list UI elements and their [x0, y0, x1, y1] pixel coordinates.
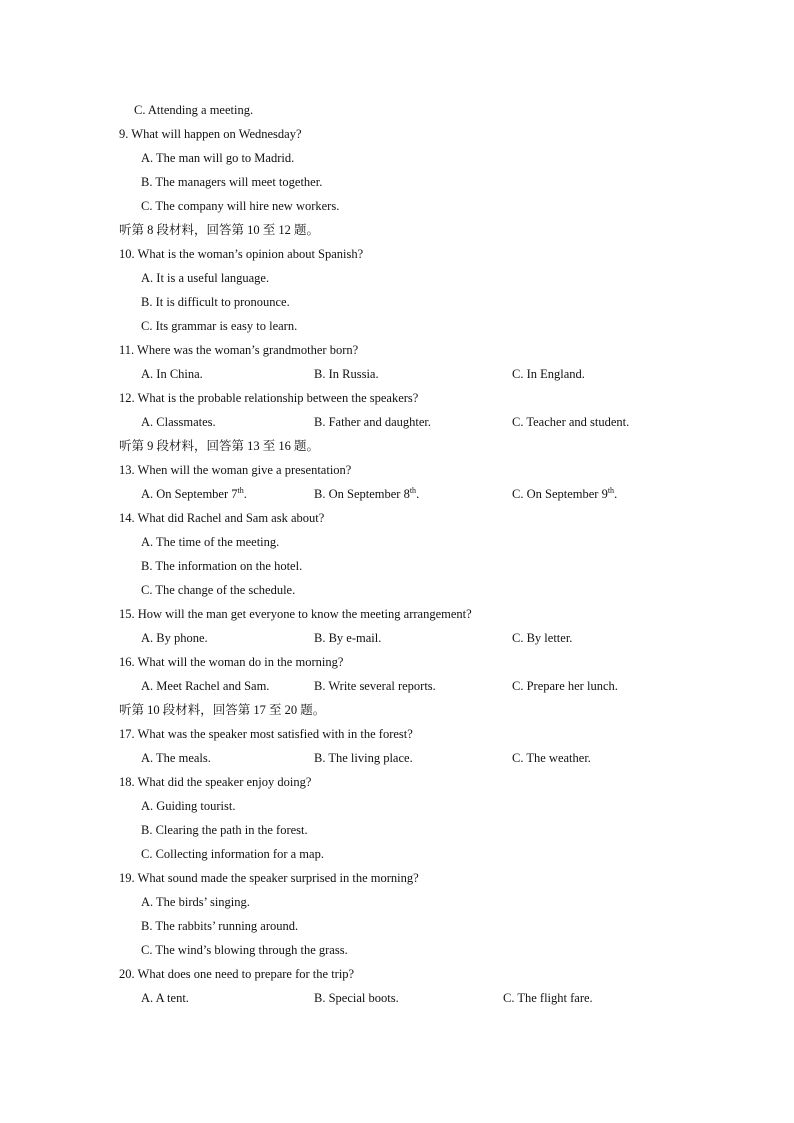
q18-option-c: C. Collecting information for a map. — [141, 847, 324, 861]
q12-stem: 12. What is the probable relationship between the speakers? — [119, 391, 419, 405]
q15-option-b: B. By e-mail. — [314, 631, 382, 645]
q16-stem: 16. What will the woman do in the morning? — [119, 655, 344, 669]
q9-option-a: A. The man will go to Madrid. — [141, 151, 295, 165]
q11-stem: 11. Where was the woman’s grandmother born? — [119, 343, 359, 357]
q20-option-c: C. The flight fare. — [503, 991, 593, 1005]
q9-option-c: C. The company will hire new workers. — [141, 199, 340, 213]
q11-option-c: C. In England. — [512, 367, 585, 381]
q19-option-c: C. The wind’s blowing through the grass. — [141, 943, 348, 957]
q18-option-b: B. Clearing the path in the forest. — [141, 823, 308, 837]
q17-option-c: C. The weather. — [512, 751, 591, 765]
q20-option-a: A. A tent. — [141, 991, 189, 1005]
q13-option-a: A. On September 7th. — [141, 486, 247, 501]
q16-option-b: B. Write several reports. — [314, 679, 436, 693]
q16-option-c: C. Prepare her lunch. — [512, 679, 618, 693]
q12-option-c: C. Teacher and student. — [512, 415, 630, 429]
q11-option-b: B. In Russia. — [314, 367, 379, 381]
q8-option-c: C. Attending a meeting. — [134, 103, 254, 117]
q12-option-a: A. Classmates. — [141, 415, 216, 429]
q12-option-b: B. Father and daughter. — [314, 415, 431, 429]
q20-stem: 20. What does one need to prepare for the trip? — [119, 967, 355, 981]
q18-option-a: A. Guiding tourist. — [141, 799, 236, 813]
q13-option-b: B. On September 8th. — [314, 486, 420, 501]
q20-option-b: B. Special boots. — [314, 991, 399, 1005]
q17-option-a: A. The meals. — [141, 751, 211, 765]
q13-stem: 13. When will the woman give a presentation? — [119, 463, 352, 477]
q18-stem: 18. What did the speaker enjoy doing? — [119, 775, 312, 789]
q10-option-c: C. Its grammar is easy to learn. — [141, 319, 298, 333]
q10-option-b: B. It is difficult to pronounce. — [141, 295, 290, 309]
q14-option-b: B. The information on the hotel. — [141, 559, 303, 573]
q17-option-b: B. The living place. — [314, 751, 413, 765]
q15-option-c: C. By letter. — [512, 631, 573, 645]
q10-stem: 10. What is the woman’s opinion about Spanish? — [119, 247, 364, 261]
q14-stem: 14. What did Rachel and Sam ask about? — [119, 511, 325, 525]
q9-option-b: B. The managers will meet together. — [141, 175, 323, 189]
q15-option-a: A. By phone. — [141, 631, 208, 645]
q16-option-a: A. Meet Rachel and Sam. — [141, 679, 270, 693]
q13-option-c: C. On September 9th. — [512, 486, 618, 501]
q14-option-c: C. The change of the schedule. — [141, 583, 296, 597]
q14-option-a: A. The time of the meeting. — [141, 535, 280, 549]
q17-stem: 17. What was the speaker most satisfied with in the forest? — [119, 727, 413, 741]
section-9-heading: 听第 9 段材料，回答第 13 至 16 题。 — [119, 439, 320, 453]
q19-option-a: A. The birds’ singing. — [141, 895, 250, 909]
section-8-heading: 听第 8 段材料，回答第 10 至 12 题。 — [119, 223, 320, 237]
q11-option-a: A. In China. — [141, 367, 203, 381]
q10-option-a: A. It is a useful language. — [141, 271, 270, 285]
q15-stem: 15. How will the man get everyone to know the meeting arrangement? — [119, 607, 472, 621]
q19-stem: 19. What sound made the speaker surprised in the morning? — [119, 871, 419, 885]
q19-option-b: B. The rabbits’ running around. — [141, 919, 299, 933]
section-10-heading: 听第 10 段材料，回答第 17 至 20 题。 — [119, 703, 326, 717]
q9-stem: 9. What will happen on Wednesday? — [119, 127, 302, 141]
